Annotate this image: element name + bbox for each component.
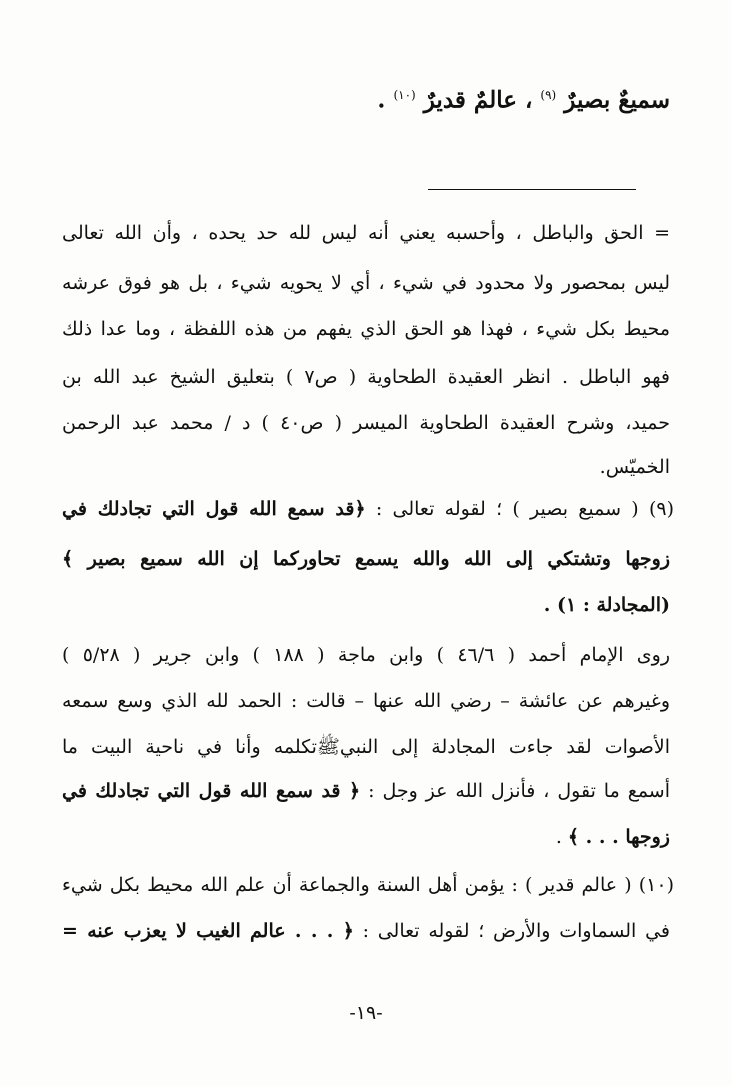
footnote-9-intro: (٩) ( سميع بصير ) ؛ لقوله تعالى : bbox=[375, 498, 674, 520]
footnote-continuation-line-6: الخميّس. bbox=[599, 456, 670, 478]
main-text-end: . bbox=[377, 86, 386, 114]
footnote-10-line-1: (١٠) ( عالم قدير ) : يؤمن أهل السنة والجماعة أن علم الله محيط بكل شيء bbox=[62, 874, 674, 896]
footnote-continuation-line-3: محيط بكل شيء ، فهذا هو الحق الذي يفهم من هذه اللفظة ، وما عدا ذلك bbox=[62, 318, 670, 340]
footnote-9-line-1 bbox=[62, 494, 674, 524]
footnote-9-line-8-quran: زوجها . . . ﴾ bbox=[567, 826, 670, 848]
footnote-9-quran-start: ﴿قد سمع الله قول التي تجادلك في bbox=[62, 498, 366, 520]
footnote-9-line-3: (المجادلة : ١) . bbox=[543, 594, 670, 616]
footnote-9-line-8-end: . bbox=[555, 826, 562, 848]
main-text-line bbox=[377, 80, 670, 114]
footnote-9-line-4: روى الإمام أحمد ( ٤٦/٦ ) وابن ماجة ( ١٨٨ ) وابن جرير ( ٥/٢٨ ) bbox=[62, 644, 670, 666]
footnote-continuation-line-4: فهو الباطل . انظر العقيدة الطحاوية ( ص٧ ) بتعليق الشيخ عبد الله بن bbox=[62, 366, 671, 388]
footnote-continuation-line-5: حميد، وشرح العقيدة الطحاوية الميسر ( ص٤٠ ) د / محمد عبد الرحمن bbox=[62, 412, 670, 434]
footnote-9-line-8 bbox=[556, 822, 670, 852]
footnote-divider bbox=[428, 189, 636, 190]
footnote-9-line-7 bbox=[62, 776, 670, 806]
footnote-ref-9: (٩) bbox=[540, 88, 557, 102]
main-text-part1: سميعٌ بصيرٌ bbox=[564, 86, 670, 114]
footnote-9-line-5: وغيرهم عن عائشة – رضي الله عنها – قالت : الحمد لله الذي وسع سمعه bbox=[62, 690, 670, 712]
footnote-continuation-line-2: ليس بمحصور ولا محدود في شيء ، أي لا يحويه شيء ، بل هو فوق عرشه bbox=[62, 272, 670, 294]
footnote-9-line-7-text: أسمع ما تقول ، فأنزل الله عز وجل : bbox=[368, 780, 670, 802]
footnote-10-line-2 bbox=[62, 916, 670, 946]
footnote-10-line-2-quran: ﴿ . . . عالم الغيب لا يعزب عنه = bbox=[62, 920, 354, 942]
main-text-part2: ، عالمٌ قديرٌ bbox=[423, 86, 533, 114]
page-number: -١٩- bbox=[349, 1002, 383, 1024]
footnote-ref-10: (١٠) bbox=[393, 88, 416, 102]
footnote-9-line-7-quran: ﴿ قد سمع الله قول التي تجادلك في bbox=[62, 780, 361, 802]
footnote-10-line-2-text: في السماوات والأرض ؛ لقوله تعالى : bbox=[362, 920, 670, 942]
footnote-9-line-6: الأصوات لقد جاءت المجادلة إلى النبيﷺتكلمه وأنا في ناحية البيت ما bbox=[62, 736, 670, 758]
footnote-continuation-line-1: = الحق والباطل ، وأحسبه يعني أنه ليس لله حد يحده ، وأن الله تعالى bbox=[62, 222, 670, 244]
footnote-9-line-2: زوجها وتشتكي إلى الله والله يسمع تحاوركما إن الله سميع بصير ﴾ bbox=[62, 548, 670, 570]
